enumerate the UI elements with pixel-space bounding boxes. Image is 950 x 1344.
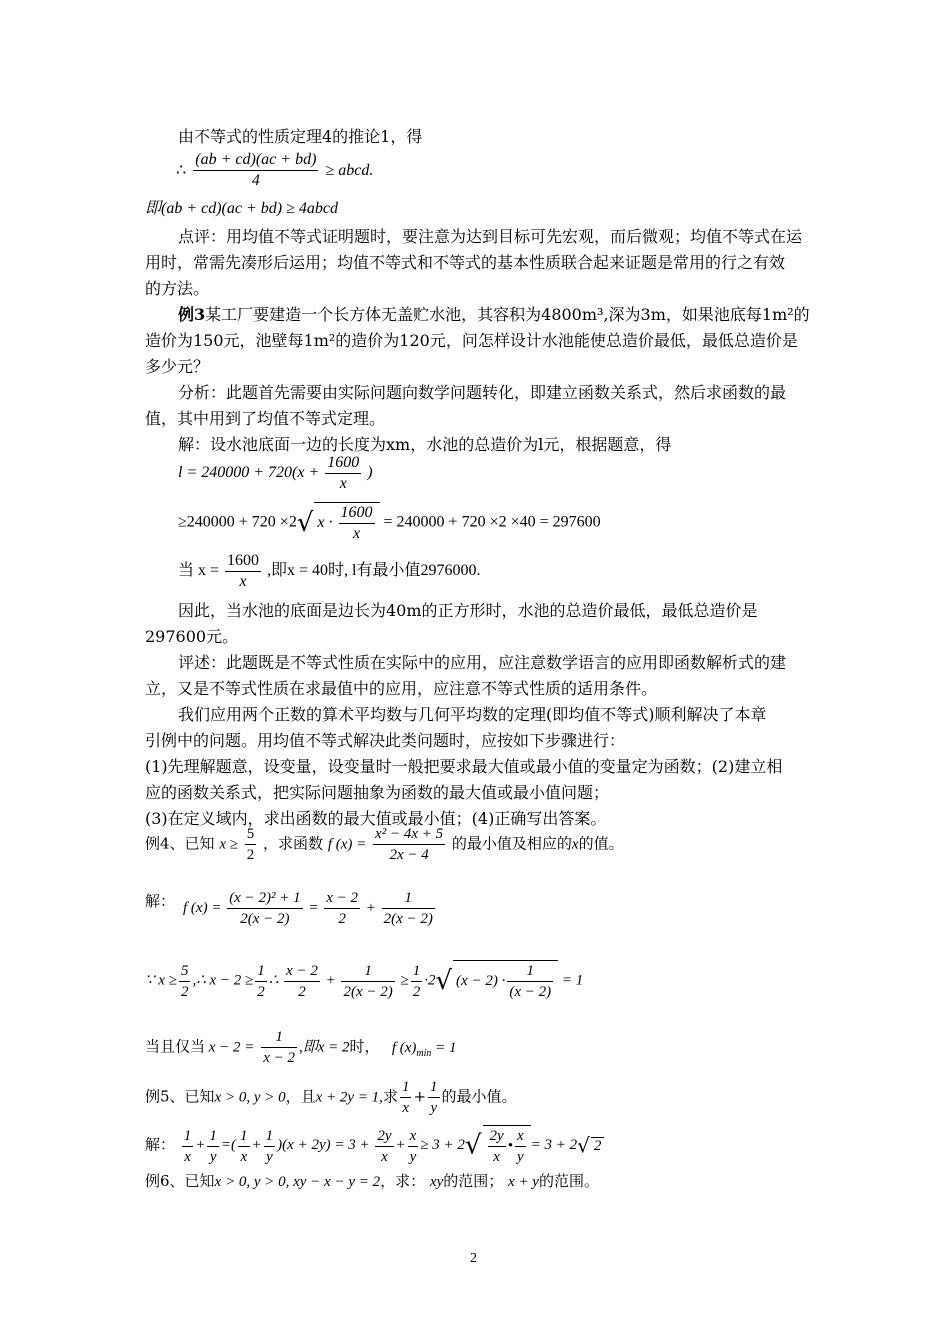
text-line: 用时，常需先凑形后运用；均值不等式和不等式的基本性质联合起来证题是常用的行之有效 <box>145 253 786 272</box>
fraction: $\frac{\text{(x − 2)² + 1}}{2(x - 2)}$ <box>229 890 301 927</box>
fraction: $\frac{x}{y}$ <box>409 1127 417 1165</box>
page-number: 2 <box>470 1251 477 1266</box>
text-line: 应的函数关系式，把实际问题抽象为函数的最大值或最小值问题； <box>145 783 610 802</box>
example-4-heading: 例4、已知 x ≥ $\frac{5}{2}$ ，求函数 f (x) = $\frac{\text{x² − 4x + 5}}{2x - 4}$ 的最小值及相应的x的值。 <box>145 826 624 863</box>
fraction: $\frac{1}{x}$ <box>183 1127 192 1165</box>
text-line: 解：设水池底面一边的长度为xm，水池的总造价为l元，根据题意，得 <box>178 435 672 454</box>
radical: (x − 2) · $\frac{1}{(x - 2)}$ <box>453 960 558 1002</box>
example-3-heading <box>178 304 810 326</box>
text-line: 297600元。 <box>145 627 239 646</box>
fraction: $\frac{1}{x}$ <box>401 1079 410 1116</box>
text-line: 造价为150元，池壁每1m²的造价为120元，问怎样设计水池能使总造价最低，最低总造价是 <box>145 331 798 350</box>
fraction: $\frac{1}{2(x - 2)}$ <box>343 962 393 1000</box>
fraction: $\frac{1600}{x}$ <box>227 552 260 590</box>
fraction: $\frac{x - 2}{2}$ <box>286 962 318 1000</box>
fraction: $\frac{5}{2}$ <box>246 826 255 863</box>
formula-line: l = 240000 + 720(x + $\frac{1600}{x}$ ) <box>178 454 373 492</box>
fraction: $\frac{1}{y}$ <box>209 1127 217 1165</box>
solution-label: 解： <box>145 1135 176 1154</box>
example-5-heading: 例5、已知x > 0, y > 0，且x + 2y = 1,求 $\frac{1}{x}$ + $\frac{1}{y}$ 的最小值。 <box>145 1079 517 1116</box>
text-line: 点评：用均值不等式证明题时，要注意为达到目标可先宏观，而后微观；均值不等式在运 <box>178 227 803 246</box>
text-line: 我们应用两个正数的算术平均数与几何平均数的定理(即均值不等式)顺利解决了本章 <box>178 705 767 724</box>
formula-line: ∴ $\frac{(ab + cd)(ac + bd)}{4}$ ≥ abcd. <box>176 151 374 189</box>
formula-line: ≥240000 + 720 ×2√ x · $\frac{1600}{x}$ = 240000 + 720 ×2 ×40 = 297600 <box>178 504 601 542</box>
fraction: $\frac{\text{x² − 4x + 5}}{2x - 4}$ <box>375 826 444 863</box>
fraction: $\frac{1}{x - 2}$ <box>263 1029 295 1066</box>
text-line: 立，又是不等式性质在求最值中的应用，应注意不等式性质的适用条件。 <box>145 679 658 698</box>
formula-line: f (x) = $\frac{\text{(x − 2)² + 1}}{2(x - 2)}$ = $\frac{x - 2}{2}$ + $\frac{1}{2(x - 2)}$ <box>183 890 433 927</box>
fraction: $\frac{1}{2(x - 2)}$ <box>383 890 433 927</box>
fraction: $\frac{1}{y}$ <box>265 1127 274 1165</box>
formula-line: 当且仅当 x − 2 = $\frac{1}{x - 2}$ ,即x = 2时， f $(x)_{min} = 1$ <box>145 1029 457 1066</box>
fraction: $\frac{x - 2}{2}$ <box>326 890 358 927</box>
text-line: 引例中的问题。用均值不等式解决此类问题时，应按如下步骤进行： <box>145 731 626 750</box>
fraction: $\frac{2y}{x}$ <box>489 1128 504 1165</box>
example-6-heading: 例6、已知x > 0, y > 0, xy − x − y = 2，求： xy的范围； x + y的范围。 <box>145 1172 599 1190</box>
text-line: 值，其中用到了均值不等式定理。 <box>145 409 386 428</box>
fraction: $\frac{(ab + cd)(ac + bd)}{4}$ <box>195 151 317 189</box>
text-line: 评述：此题既是不等式性质在实际中的应用，应注意数学语言的应用即函数解析式的建 <box>178 653 787 672</box>
formula-line: 当 x = $\frac{1600}{x}$ ,即x = 40时, l有最小值2976000. <box>178 552 481 590</box>
radical: x · $\frac{1600}{x}$ <box>314 502 379 544</box>
fraction: $\frac{x}{y}$ <box>516 1128 524 1165</box>
formula-line: 解： $\frac{1}{x}$ + $\frac{1}{y}$ =( $\frac{1}{x}$ + $\frac{1}{y}$ )(x + 2y) = 3 + $\frac{2y}{x}$ + $\frac{x}{y}$ ≥ 3 + 2√ $\frac{2y}{x}$ • $\frac{x}{y}$ = 3 + 2√ 2 <box>145 1125 604 1167</box>
fraction: $\frac{1}{2}$ <box>412 962 421 1000</box>
text-line: 多少元？ <box>145 357 210 376</box>
fraction: $\frac{1600}{x}$ <box>327 454 360 492</box>
fraction: $\frac{1}{2}$ <box>257 962 265 1000</box>
fraction: $\frac{1}{x}$ <box>240 1127 248 1165</box>
text-line: (3)在定义域内，求出函数的最大值或最小值；(4)正确写出答案。 <box>145 809 607 828</box>
fraction: $\frac{1600}{x}$ <box>340 504 373 542</box>
formula-line: ∵ x ≥ $\frac{5}{2}$ ,∴ x − 2 ≥ $\frac{1}{2}$ ∴ $\frac{x - 2}{2}$ + $\frac{1}{2(x - 2)}$ ≥ $\frac{1}{2}$ ·2√ (x − 2) · $\frac{1}{(x - 2)}$ = 1 <box>145 960 583 1002</box>
fraction: $\frac{2y}{x}$ <box>377 1127 392 1165</box>
example-label: 例3 <box>178 305 206 324</box>
text-line: 因此，当水池的底面是边长为40m的正方形时，水池的总造价最低，最低总造价是 <box>178 601 758 620</box>
fraction: $\frac{5}{2}$ <box>180 962 189 1000</box>
text-line: 分析：此题首先需要由实际问题向数学问题转化，即建立函数关系式，然后求函数的最 <box>178 383 787 402</box>
formula-line: 即(ab + cd)(ac + bd) ≥ 4abcd <box>145 200 338 217</box>
text-line: 由不等式的性质定理4的推论1，得 <box>178 127 423 146</box>
fraction: $\frac{1}{(x - 2)}$ <box>509 963 552 1000</box>
text-line: 某工厂要建造一个长方体无盖贮水池，其容积为4800m³,深为3m，如果池底每1m²的 <box>205 305 810 324</box>
text-line: 的方法。 <box>145 279 210 298</box>
text-line: (1)先理解题意，设变量，设变量时一般把要求最大值或最小值的变量定为函数；(2)建立相 <box>145 757 783 776</box>
solution-label: 解： <box>145 892 176 910</box>
fraction: $\frac{1}{y}$ <box>430 1079 438 1116</box>
radical: $\frac{2y}{x}$ • $\frac{x}{y}$ <box>483 1125 531 1167</box>
